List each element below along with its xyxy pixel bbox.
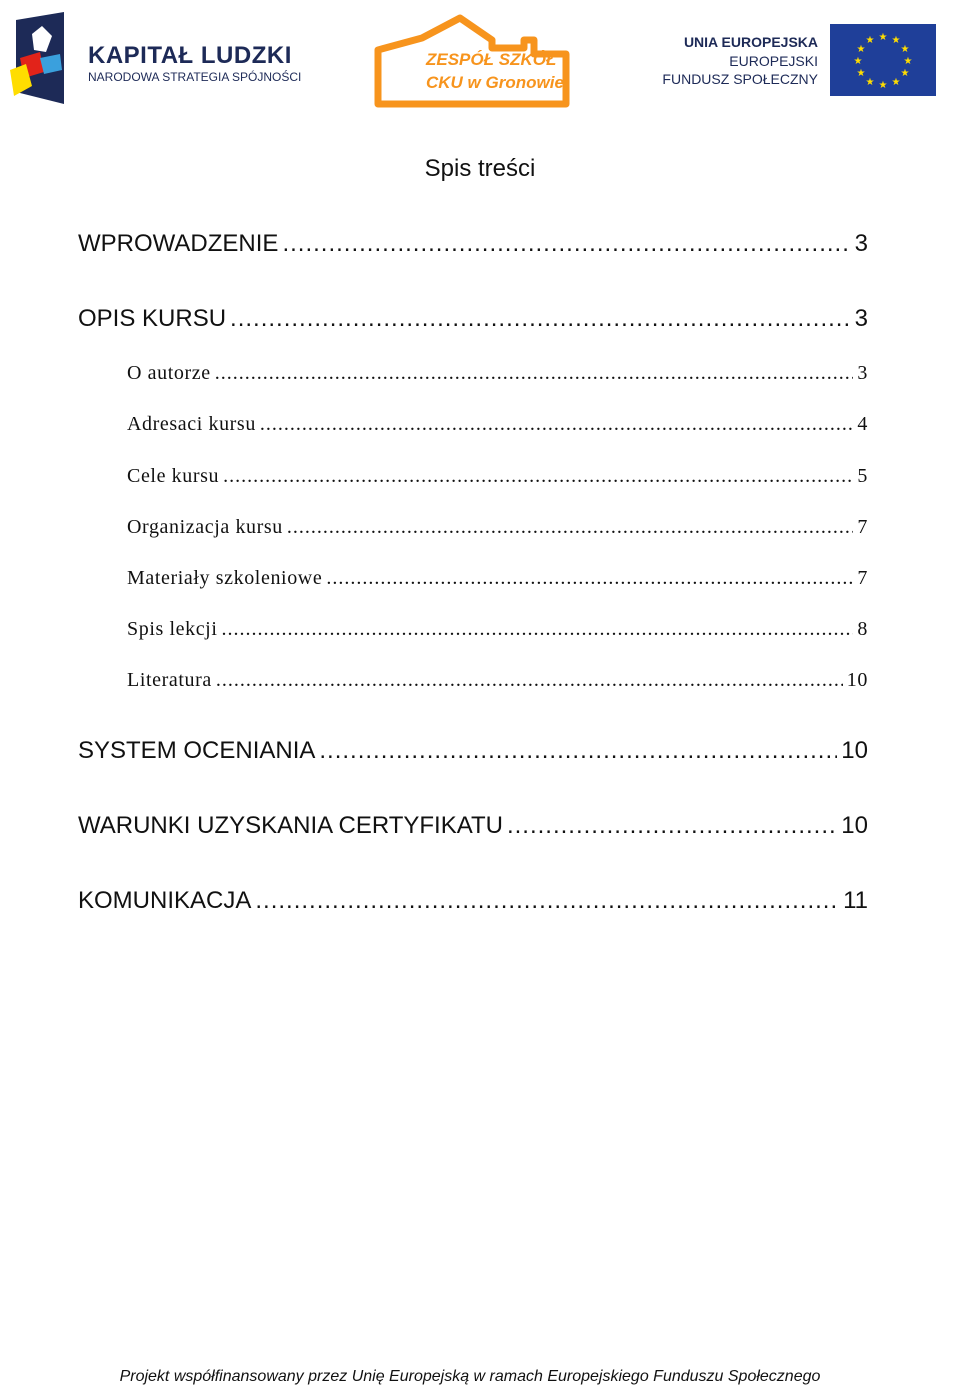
toc-entry-page: 3: [854, 305, 868, 332]
toc-entry-page: 10: [841, 737, 868, 764]
toc-dot-leader: [282, 230, 850, 258]
toc-entry-page: 7: [857, 567, 868, 589]
document-title: Spis treści: [424, 155, 536, 182]
toc-dot-leader: [255, 887, 839, 915]
toc-entry[interactable]: [78, 230, 868, 258]
toc-entry[interactable]: [127, 618, 868, 641]
toc-entry-page: 10: [841, 812, 868, 839]
page-header: [0, 0, 960, 120]
toc-dot-leader: [230, 305, 851, 333]
toc-entry[interactable]: [78, 737, 868, 765]
toc-entry-label: O autorze: [127, 362, 211, 384]
toc-entry-label: Materiały szkoleniowe: [127, 567, 323, 589]
toc-entry-page: 7: [857, 516, 868, 538]
unia-line1: UNIA EUROPEJSKA: [683, 34, 818, 50]
unia-europejska-logo: [646, 18, 938, 118]
toc-entry-page: 4: [857, 413, 868, 435]
toc-entry-page: 3: [857, 362, 868, 384]
zespol-szkol-text: [426, 48, 564, 94]
toc-entry-page: 11: [843, 887, 868, 914]
svg-text:★: ★: [878, 32, 888, 43]
toc-entry-page: 5: [857, 465, 868, 487]
unia-line2: EUROPEJSKI: [729, 53, 818, 69]
toc-entry-label: Organizacja kursu: [127, 516, 283, 538]
svg-text:★: ★: [865, 77, 875, 88]
toc-dot-leader: [319, 737, 837, 765]
toc-entry[interactable]: [127, 669, 868, 692]
toc-entry-label: Cele kursu: [127, 465, 220, 487]
toc-dot-leader: [215, 362, 854, 385]
zespol-szkol-line1: ZESPÓŁ SZKÓŁ: [426, 50, 557, 69]
toc-entry[interactable]: [78, 887, 868, 915]
toc-entry-label: WARUNKI UZYSKANIA CERTYFIKATU: [78, 812, 503, 839]
toc-entry[interactable]: [127, 413, 868, 436]
svg-text:★: ★: [891, 35, 901, 46]
kapital-ludzki-flag-icon: [10, 12, 68, 104]
toc-entry-label: Spis lekcji: [127, 618, 218, 640]
zespol-szkol-line2: CKU w Gronowie: [426, 73, 564, 92]
toc-entry-page: 10: [846, 669, 868, 691]
svg-text:★: ★: [856, 68, 866, 79]
toc-entry[interactable]: [127, 362, 868, 385]
toc-entry-label: KOMUNIKACJA: [78, 887, 252, 914]
toc-entry-label: WPROWADZENIE: [78, 230, 279, 257]
toc-dot-leader: [222, 618, 854, 641]
svg-text:★: ★: [900, 68, 910, 79]
svg-text:★: ★: [878, 80, 888, 91]
zespol-szkol-logo: [374, 14, 570, 110]
toc-entry-label: Literatura: [127, 669, 212, 691]
svg-text:★: ★: [865, 35, 875, 46]
toc-entry-label: SYSTEM OCENIANIA: [78, 737, 316, 764]
kapital-ludzki-title: KAPITAŁ LUDZKI: [88, 42, 292, 69]
toc-dot-leader: [507, 812, 837, 840]
svg-text:★: ★: [856, 44, 866, 55]
toc-entry-label: Adresaci kursu: [127, 413, 256, 435]
toc-dot-leader: [223, 465, 853, 488]
toc-entry[interactable]: [127, 465, 868, 488]
svg-text:★: ★: [891, 77, 901, 88]
toc-entry[interactable]: [127, 516, 868, 539]
svg-text:★: ★: [853, 56, 863, 67]
unia-line3: FUNDUSZ SPOŁECZNY: [662, 71, 818, 87]
toc-entry[interactable]: [127, 567, 868, 590]
kapital-ludzki-logo: [10, 12, 302, 104]
toc-entry[interactable]: [78, 305, 868, 333]
toc-entry-page: 8: [857, 618, 868, 640]
svg-text:★: ★: [900, 44, 910, 55]
page-footer: Projekt współfinansowany przez Unię Europejską w ramach Europejskiego Funduszu Społecznego: [119, 1368, 821, 1385]
toc-dot-leader: [260, 413, 853, 436]
svg-text:★: ★: [903, 56, 913, 67]
toc-entry-page: 3: [854, 230, 868, 257]
toc-dot-leader: [326, 567, 853, 590]
toc-dot-leader: [287, 516, 854, 539]
toc-dot-leader: [216, 669, 843, 692]
kapital-ludzki-subtitle: NARODOWA STRATEGIA SPÓJNOŚCI: [88, 70, 302, 84]
toc-entry[interactable]: [78, 812, 868, 840]
toc-entry-label: OPIS KURSU: [78, 305, 227, 332]
eu-flag-icon: [830, 24, 936, 96]
